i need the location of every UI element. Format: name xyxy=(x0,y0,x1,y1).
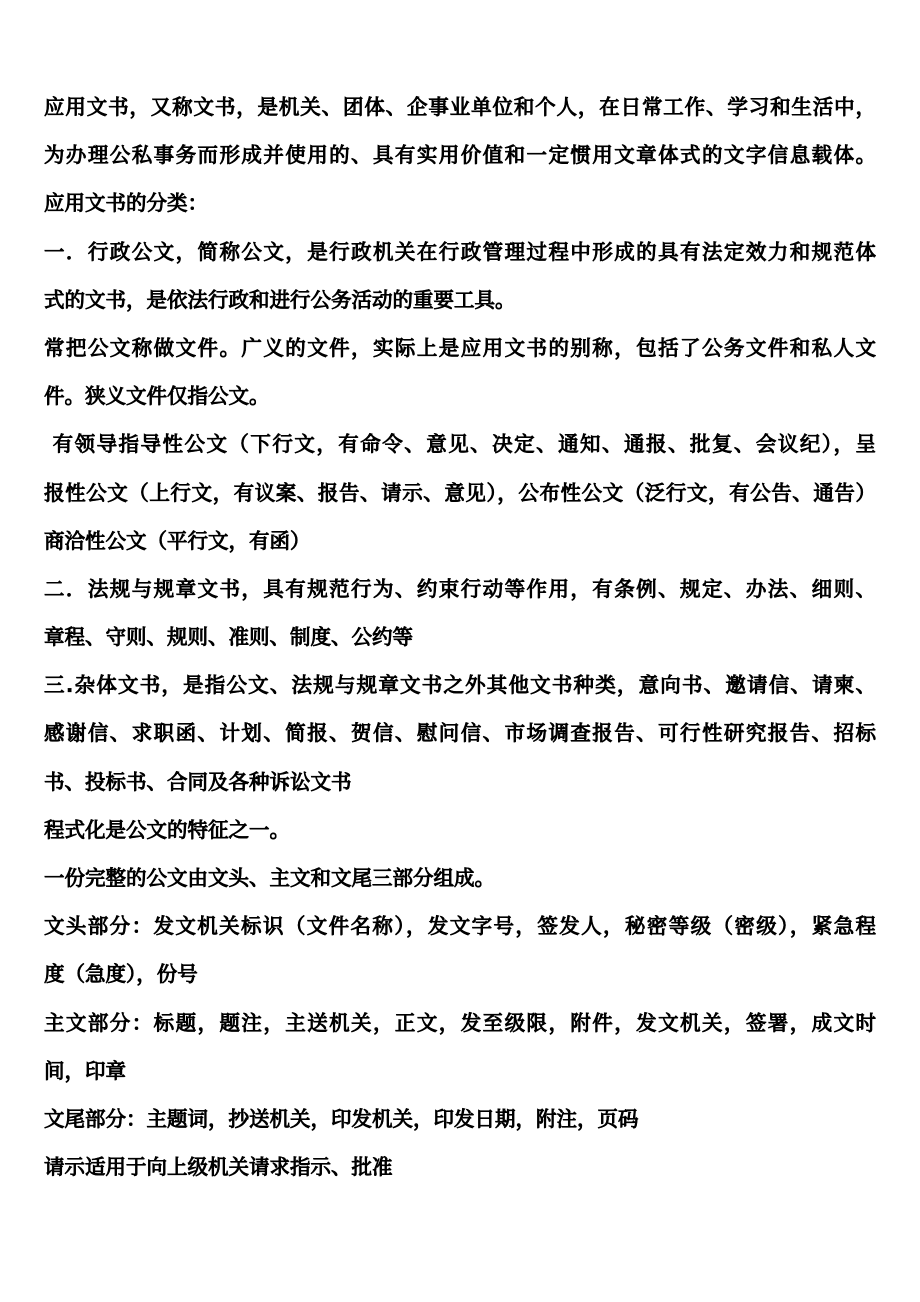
text-line: 三.杂体文书，是指公文、法规与规章文书之外其他文书种类，意向书、邀请信、请柬、 xyxy=(44,673,876,698)
document-body xyxy=(44,92,876,1200)
text-line: 章程、守则、规则、准则、制度、公约等 xyxy=(44,625,413,650)
text-line: 有领导指导性公文（下行文，有命令、意见、决定、通知、通报、批复、会议纪），呈 xyxy=(44,432,876,457)
text-line: 书、投标书、合同及各种诉讼文书 xyxy=(44,769,352,794)
text-line: 式的文书，是依法行政和进行公务活动的重要工具。 xyxy=(44,287,516,312)
text-line: 主文部分：标题，题注，主送机关，正文，发至级限，附件，发文机关，签署，成文时 xyxy=(44,1010,876,1035)
text-line: 常把公文称做文件。广义的文件，实际上是应用文书的别称，包括了公务文件和私人文 xyxy=(44,335,876,360)
text-line: 报性公文（上行文，有议案、报告、请示、意见），公布性公文（泛行文，有公告、通告） xyxy=(44,480,876,505)
text-line: 感谢信、求职函、计划、简报、贺信、慰问信、市场调查报告、可行性研究报告、招标 xyxy=(44,721,876,746)
text-line: 程式化是公文的特征之一。 xyxy=(44,817,290,842)
text-line: 文头部分：发文机关标识（文件名称），发文字号，签发人，秘密等级（密级），紧急程 xyxy=(44,914,876,939)
text-line: 一份完整的公文由文头、主文和文尾三部分组成。 xyxy=(44,866,495,890)
text-line: 一．行政公文，简称公文，是行政机关在行政管理过程中形成的具有法定效力和规范体 xyxy=(44,239,876,264)
text-line: 二．法规与规章文书，具有规范行为、约束行动等作用，有条例、规定、办法、细则、 xyxy=(44,576,876,601)
text-line: 应用文书的分类： xyxy=(44,191,208,216)
text-line: 间，印章 xyxy=(44,1058,126,1083)
text-line: 件。狭义文件仅指公文。 xyxy=(44,384,270,409)
text-line: 应用文书，又称文书，是机关、团体、企事业单位和个人，在日常工作、学习和生活中， xyxy=(44,95,876,119)
text-line: 文尾部分：主题词，抄送机关，印发机关，印发日期，附注，页码 xyxy=(44,1106,639,1131)
text-line: 为办理公私事务而形成并使用的、具有实用价值和一定惯用文章体式的文字信息载体。 xyxy=(44,143,876,168)
text-line: 度（急度），份号 xyxy=(44,962,198,987)
text-line: 商洽性公文（平行文，有函） xyxy=(44,528,311,553)
text-line: 请示适用于向上级机关请求指示、批准 xyxy=(44,1155,393,1180)
